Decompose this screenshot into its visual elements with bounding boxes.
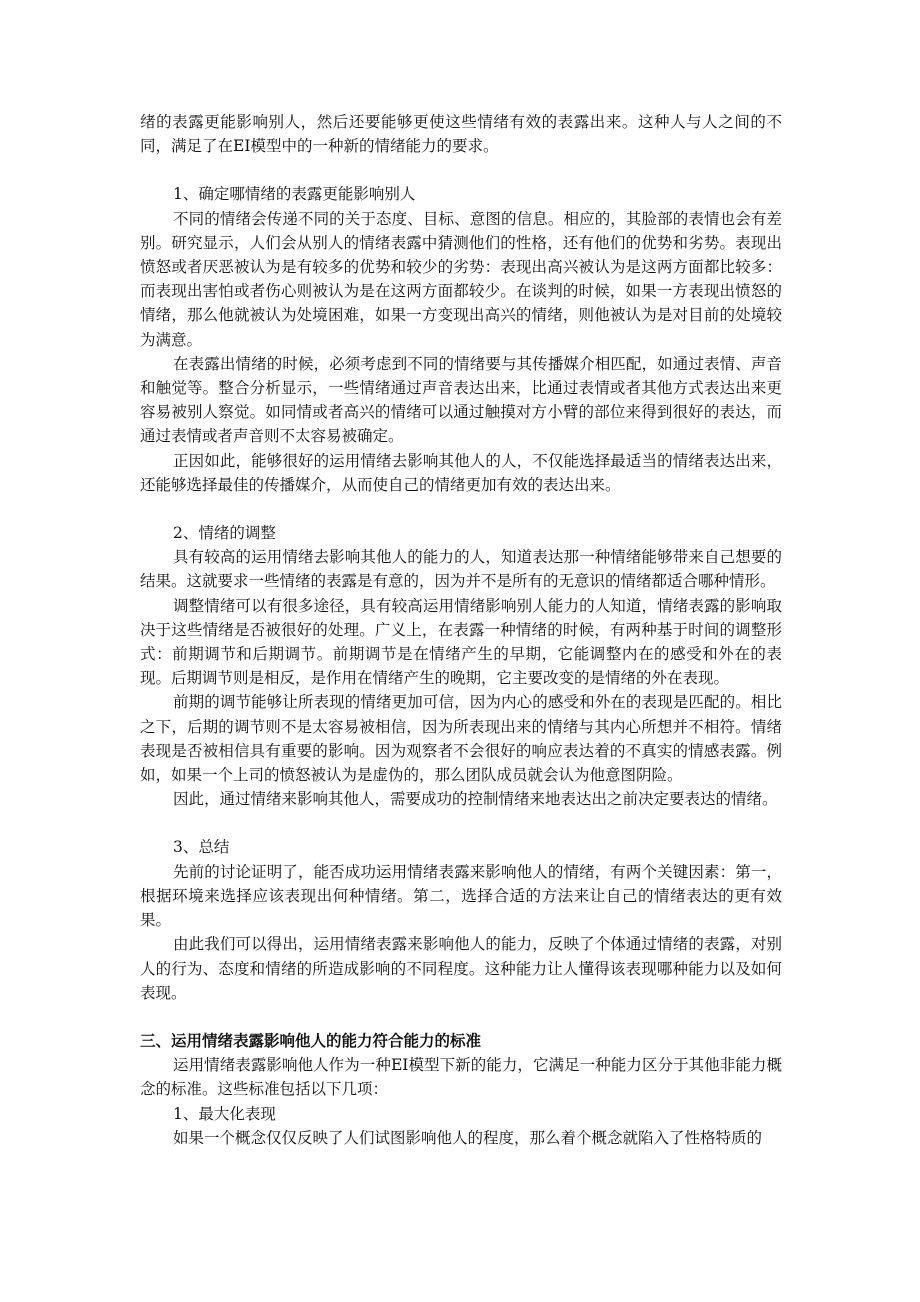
section-title: 1、最大化表现 [173, 1104, 276, 1123]
spacer [140, 158, 782, 182]
paragraph: 先前的讨论证明了，能否成功运用情绪表露来影响他人的情绪，有两个关键因素：第一，根据环境来选择应该表现出何种情绪。第二，选择合适的方法来让自己的情绪表达的更有效果。 [140, 862, 782, 930]
paragraph: 由此我们可以得出，运用情绪表露来影响他人的能力，反映了个体通过情绪的表露，对别人的行为、态度和情绪的所造成影响的不同程度。这种能力让人懂得该表现哪种能力以及如何表现。 [140, 935, 782, 1002]
section-title: 2、情绪的调整 [173, 524, 276, 543]
chapter-heading: 三、运用情绪表露影响他人的能力符合能力的标准 [140, 1030, 482, 1050]
paragraph: 运用情绪表露影响他人作为一种EI模型下新的能力，它满足一种能力区分于其他非能力概念的标准。这些标准包括以下几项： [140, 1056, 782, 1099]
paragraph: 不同的情绪会传递不同的关于态度、目标、意图的信息。相应的，其脸部的表情也会有差别。研究显示，人们会从别人的情绪表露中猜测他们的性格，还有他们的优势和劣势。表现出愤怒或者厌恶被认为是有较多的优势和较少的劣势：表现出高兴被认为是这两方面都比较多：而表现出害怕或者伤心则被认为是在这两方面都较少。在谈判的时候，如果一方表现出愤怒的情绪，那么他就被认为处境困难，如果一方变现出高兴的情绪，则他被认为是对目前的处境较为满意。 [140, 209, 782, 349]
paragraph: 绪的表露更能影响别人，然后还要能够更使这些情绪有效的表露出来。这种人与人之间的不同，满足了在EI模型中的一种新的情绪能力的要求。 [140, 113, 782, 156]
paragraph: 在表露出情绪的时候，必须考虑到不同的情绪要与其传播媒介相匹配，如通过表情、声音和触觉等。整合分析显示，一些情绪通过声音表达出来，比通过表情或者其他方式表达出来更容易被别人察觉。如同情或者高兴的情绪可以通过触摸对方小臂的部位来得到很好的表达，而通过表情或者声音则不太容易被确定。 [140, 354, 782, 446]
paragraph: 正因如此，能够很好的运用情绪去影响其他人的人，不仅能选择最适当的情绪表达出来，还能够选择最佳的传播媒介，从而使自己的情绪更加有效的表达出来。 [140, 451, 782, 494]
spacer [140, 497, 782, 521]
document-page [140, 110, 782, 1150]
spacer [140, 1005, 782, 1029]
paragraph: 如果一个概念仅仅反映了人们试图影响他人的程度，那么着个概念就陷入了性格特质的 [173, 1128, 763, 1147]
spacer [140, 811, 782, 835]
section-title: 3、总结 [173, 838, 230, 857]
paragraph: 具有较高的运用情绪去影响其他人的能力的人，知道表达那一种情绪能够带来自己想要的结果。这就要求一些情绪的表露是有意的，因为并不是所有的无意识的情绪都适合哪种情形。 [140, 548, 782, 591]
paragraph: 调整情绪可以有很多途径，具有较高运用情绪影响别人能力的人知道，情绪表露的影响取决于这些情绪是否被很好的处理。广义上，在表露一种情绪的时候，有两种基于时间的调整形式：前期调节和后期调节。前期调节是在情绪产生的早期，它能调整内在的感受和外在的表现。后期调节则是相反，是作用在情绪产生的晚期，它主要改变的是情绪的外在表现。 [140, 596, 782, 688]
paragraph: 因此，通过情绪来影响其他人，需要成功的控制情绪来地表达出之前决定要表达的情绪。 [173, 790, 778, 809]
section-title: 1、确定哪情绪的表露更能影响别人 [173, 185, 416, 204]
paragraph: 前期的调节能够让所表现的情绪更加可信，因为内心的感受和外在的表现是匹配的。相比之下，后期的调节则不是太容易被相信，因为所表现出来的情绪与其内心所想并不相符。情绪表现是否被相信具有重要的影响。因为观察者不会很好的响应表达着的不真实的情感表露。例如，如果一个上司的愤怒被认为是虚伪的，那么团队成员就会认为他意图阴险。 [140, 693, 782, 785]
